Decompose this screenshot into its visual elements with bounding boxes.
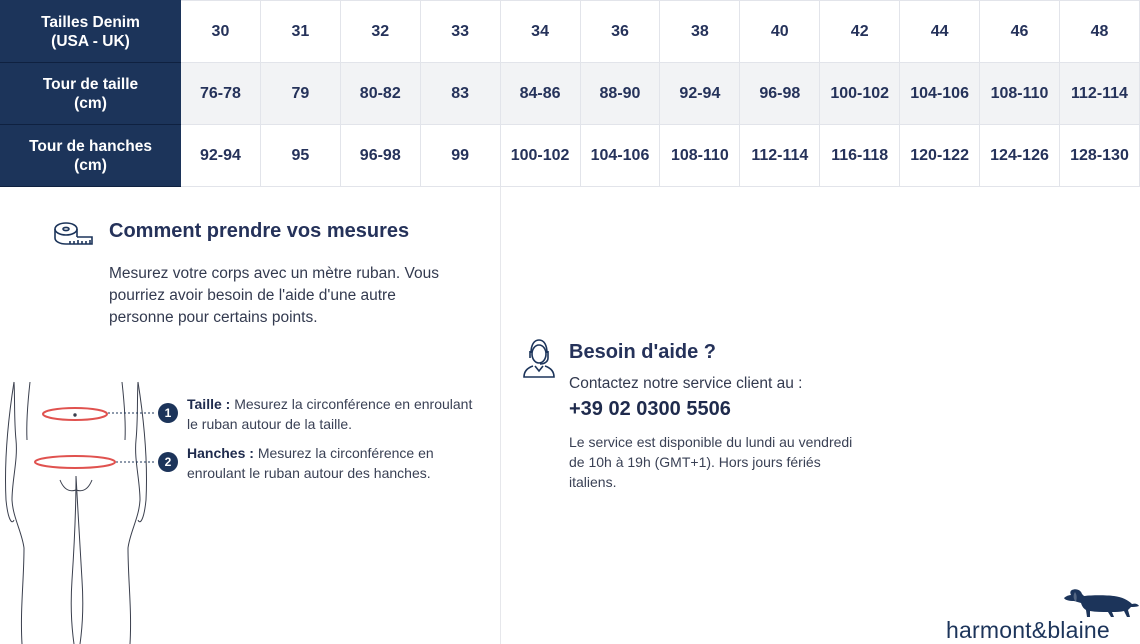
waist-cell: 112-114: [1059, 63, 1139, 125]
measure-description: Mesurez votre corps avec un mètre ruban. Vous pourriez avoir besoin de l'aide d'une autre personne pour certains points.: [109, 265, 439, 326]
row-header-line1: Tour de taille: [42, 75, 139, 93]
hips-cell: 120-122: [900, 125, 980, 187]
waist-cell: 100-102: [820, 63, 900, 125]
size-cell: 38: [660, 1, 740, 63]
row-header-waist: [1, 63, 181, 125]
hips-cell: 104-106: [580, 125, 660, 187]
hips-cell: 92-94: [181, 125, 261, 187]
size-row-denim: [1, 1, 1140, 63]
help-hours-text: Le service est disponible du lundi au vendredi de 10h à 19h (GMT+1). Hors jours fériés italiens.: [569, 434, 853, 490]
step-text: [187, 443, 487, 483]
size-row-waist: [1, 63, 1140, 125]
size-cell: 44: [900, 1, 980, 63]
size-row-hips: [1, 125, 1140, 187]
size-cell: 33: [420, 1, 500, 63]
size-cell: 36: [580, 1, 660, 63]
row-header-line1: Tour de hanches: [29, 137, 152, 155]
row-header-hips: [1, 125, 181, 187]
waist-cell: 96-98: [740, 63, 820, 125]
waist-cell: 79: [260, 63, 340, 125]
measure-title: Comment prendre vos mesures: [109, 220, 410, 242]
size-cell: 30: [181, 1, 261, 63]
size-cell: 40: [740, 1, 820, 63]
row-header-line1: Tailles Denim: [41, 13, 140, 31]
size-cell: 48: [1059, 1, 1139, 63]
step-number-badge: 2: [158, 452, 178, 472]
help-title: Besoin d'aide ?: [569, 341, 717, 363]
waist-cell: 84-86: [500, 63, 580, 125]
dachshund-logo: [1062, 586, 1140, 620]
hips-cell: 95: [260, 125, 340, 187]
row-header-line2: (cm): [74, 94, 107, 112]
size-cell: 32: [340, 1, 420, 63]
hips-cell: 100-102: [500, 125, 580, 187]
hips-cell: 124-126: [980, 125, 1060, 187]
size-table: [0, 0, 1140, 187]
hips-cell: 116-118: [820, 125, 900, 187]
hips-cell: 99: [420, 125, 500, 187]
step-text: [187, 394, 487, 434]
step-label: Taille :: [187, 396, 231, 412]
size-cell: 46: [980, 1, 1060, 63]
step-description: Mesurez la circonférence en enroulant le ruban autour des hanches.: [187, 445, 434, 481]
waist-cell: 83: [420, 63, 500, 125]
customer-service-agent-icon: [522, 337, 556, 379]
help-phone-number[interactable]: +39 02 0300 5506: [569, 398, 731, 420]
measuring-tape-icon: [53, 220, 95, 248]
waist-cell: 92-94: [660, 63, 740, 125]
row-header-denim: [1, 1, 181, 63]
waist-cell: 88-90: [580, 63, 660, 125]
hips-cell: 96-98: [340, 125, 420, 187]
hips-cell: 128-130: [1059, 125, 1139, 187]
hips-cell: 108-110: [660, 125, 740, 187]
waist-cell: 80-82: [340, 63, 420, 125]
step-description: Mesurez la circonférence en enroulant le ruban autour de la taille.: [187, 396, 473, 432]
size-cell: 31: [260, 1, 340, 63]
size-cell: 42: [820, 1, 900, 63]
hips-cell: 112-114: [740, 125, 820, 187]
step-number-badge: 1: [158, 403, 178, 423]
help-contact-text: Contactez notre service client au :: [569, 375, 803, 392]
body-figure-illustration: [0, 380, 160, 644]
row-header-line2: (cm): [74, 156, 107, 174]
waist-cell: 76-78: [181, 63, 261, 125]
row-header-line2: (USA - UK): [51, 32, 130, 50]
step-label: Hanches :: [187, 445, 254, 461]
waist-cell: 108-110: [980, 63, 1060, 125]
size-cell: 34: [500, 1, 580, 63]
waist-cell: 104-106: [900, 63, 980, 125]
section-divider: [500, 187, 501, 644]
brand-wordmark[interactable]: harmont&blaine: [946, 617, 1110, 643]
